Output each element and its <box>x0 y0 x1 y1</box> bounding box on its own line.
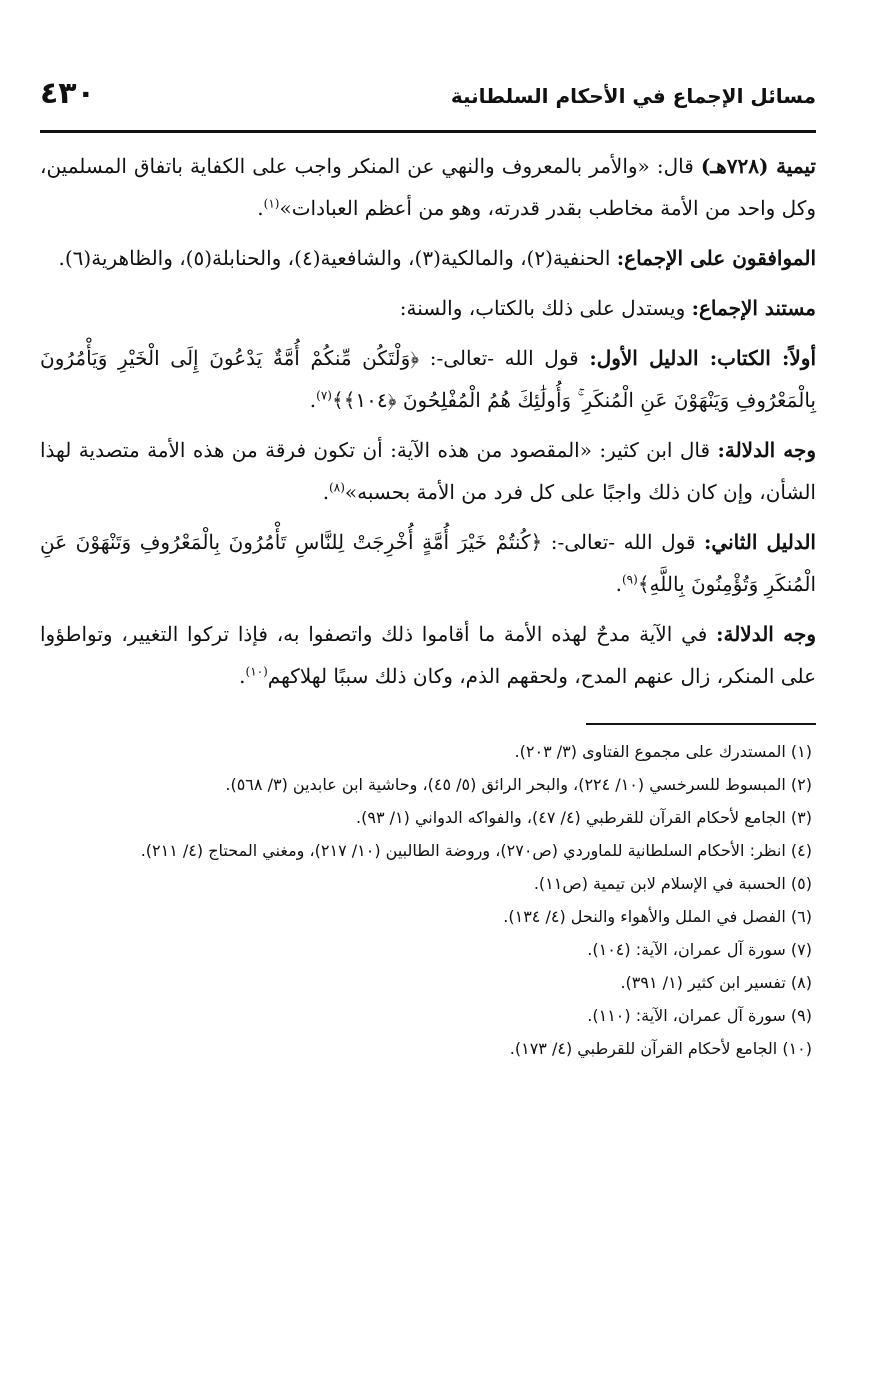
paragraph-tail: . <box>322 480 330 504</box>
paragraph-tail: . <box>309 388 317 412</box>
paragraph-lead: مستند الإجماع: <box>691 296 816 320</box>
footnote-number: (٣) <box>790 808 812 827</box>
footnote-text: سورة آل عمران، الآية: (١٠٤). <box>587 940 786 959</box>
quran-verse: قول الله -تعالى-: ﴿وَلْتَكُن مِّنكُمْ أُمَّةٌ يَدْعُونَ إِلَى الْخَيْرِ وَيَأْمُرُونَ بِالْمَعْرُوفِ وَيَنْهَوْنَ عَنِ الْمُنكَرِ ۚ وَأُولَٰئِكَ هُمُ الْمُفْلِحُونَ ﴿١٠٤﴾﴾ <box>40 346 816 412</box>
paragraph-text: في الآية مدحٌ لهذه الأمة ما أقاموا ذلك واتصفوا به، فإذا تركوا التغيير، وتواطؤوا على المنكر، زال عنهم المدح، ولحقهم الذم، وكان ذلك سببًا لهلاكهم <box>40 622 816 688</box>
paragraph-lead: أولاً: الكتاب: الدليل الأول: <box>589 346 816 370</box>
footnote-number: (٤) <box>790 841 812 860</box>
footnote-item <box>40 834 816 867</box>
paragraph-text: قال ابن كثير: «المقصود من هذه الآية: أن تكون فرقة من هذه الأمة متصدية لهذا الشأن، وإن كان ذلك واجبًا على كل فرد من الأمة بحسبه» <box>40 438 816 504</box>
footnote-number: (٧) <box>790 940 812 959</box>
footnote-number: (٦) <box>790 907 812 926</box>
paragraph-lead: تيمية (٧٢٨هـ) <box>700 154 816 178</box>
footnote-item <box>40 801 816 834</box>
footnote-ref[interactable]: (٨) <box>329 480 345 495</box>
paragraph <box>40 521 816 605</box>
footnote-text: المبسوط للسرخسي (١٠/ ٢٢٤)، والبحر الرائق (٥/ ٤٥)، وحاشية ابن عابدين (٣/ ٥٦٨). <box>225 775 786 794</box>
footnote-text: انظر: الأحكام السلطانية للماوردي (ص٢٧٠)، وروضة الطالبين (١٠/ ٢١٧)، ومغني المحتاج (٤/ ٢١١). <box>140 841 786 860</box>
footnote-number: (٨) <box>790 973 812 992</box>
footnote-text: الفصل في الملل والأهواء والنحل (٤/ ١٣٤). <box>503 907 786 926</box>
main-text <box>40 145 816 697</box>
footnote-item <box>40 867 816 900</box>
paragraph-lead: الدليل الثاني: <box>704 530 816 554</box>
paragraph <box>40 237 816 279</box>
paragraph <box>40 145 816 229</box>
book-page <box>40 70 816 1065</box>
paragraph-text: قال: «والأمر بالمعروف والنهي عن المنكر واجب على الكفاية باتفاق المسلمين، وكل واحد من الأمة مخاطب بقدر قدرته، وهو من أعظم العبادات» <box>40 154 816 220</box>
footnote-number: (١) <box>790 742 812 761</box>
page-number: ٤٣٠ <box>40 76 95 111</box>
running-title: مسائل الإجماع في الأحكام السلطانية <box>450 84 816 108</box>
footnote-item <box>40 735 816 768</box>
footnote-text: الحسبة في الإسلام لابن تيمية (ص١١). <box>533 874 786 893</box>
footnote-ref[interactable]: (٩) <box>621 572 638 587</box>
footnote-text: سورة آل عمران، الآية: (١١٠). <box>587 1006 786 1025</box>
footnote-number: (٥) <box>790 874 812 893</box>
footnote-item <box>40 966 816 999</box>
paragraph-text: ويستدل على ذلك بالكتاب، والسنة: <box>399 296 692 320</box>
paragraph-tail: . <box>257 196 264 220</box>
footnote-number: (٢) <box>790 775 812 794</box>
paragraph <box>40 337 816 421</box>
footnote-text: المستدرك على مجموع الفتاوى (٣/ ٢٠٣). <box>514 742 786 761</box>
paragraph-text: الحنفية(٢)، والمالكية(٣)، والشافعية(٤)، والحنابلة(٥)، والظاهرية(٦). <box>58 246 617 270</box>
footnote-item <box>40 1032 816 1065</box>
paragraph <box>40 429 816 513</box>
footnote-item <box>40 999 816 1032</box>
footnote-item <box>40 900 816 933</box>
paragraph-lead: وجه الدلالة: <box>717 438 816 462</box>
quran-verse: قول الله -تعالى-: ﴿كُنتُمْ خَيْرَ أُمَّةٍ أُخْرِجَتْ لِلنَّاسِ تَأْمُرُونَ بِالْمَعْرُوفِ وَتَنْهَوْنَ عَنِ الْمُنكَرِ وَتُؤْمِنُونَ بِاللَّهِ﴾ <box>40 530 816 596</box>
footnote-ref[interactable]: (١٠) <box>245 664 268 679</box>
paragraph-tail: . <box>615 572 622 596</box>
page-header <box>40 70 816 133</box>
footnote-ref[interactable]: (١) <box>263 196 280 211</box>
footnote-item <box>40 768 816 801</box>
paragraph-tail: . <box>239 664 246 688</box>
footnote-text: الجامع لأحكام القرآن للقرطبي (٤/ ٤٧)، والفواكه الدواني (١/ ٩٣). <box>356 808 786 827</box>
footnote-text: الجامع لأحكام القرآن للقرطبي (٤/ ١٧٣). <box>509 1039 778 1058</box>
footnote-separator <box>586 723 816 725</box>
footnote-ref[interactable]: (٧) <box>316 388 332 403</box>
footnote-item <box>40 933 816 966</box>
footnote-number: (٩) <box>790 1006 812 1025</box>
paragraph <box>40 287 816 329</box>
paragraph <box>40 613 816 697</box>
paragraph-lead: الموافقون على الإجماع: <box>616 246 816 270</box>
footnotes <box>40 735 816 1065</box>
paragraph-lead: وجه الدلالة: <box>716 622 816 646</box>
footnote-text: تفسير ابن كثير (١/ ٣٩١). <box>620 973 786 992</box>
footnote-number: (١٠) <box>782 1039 812 1058</box>
